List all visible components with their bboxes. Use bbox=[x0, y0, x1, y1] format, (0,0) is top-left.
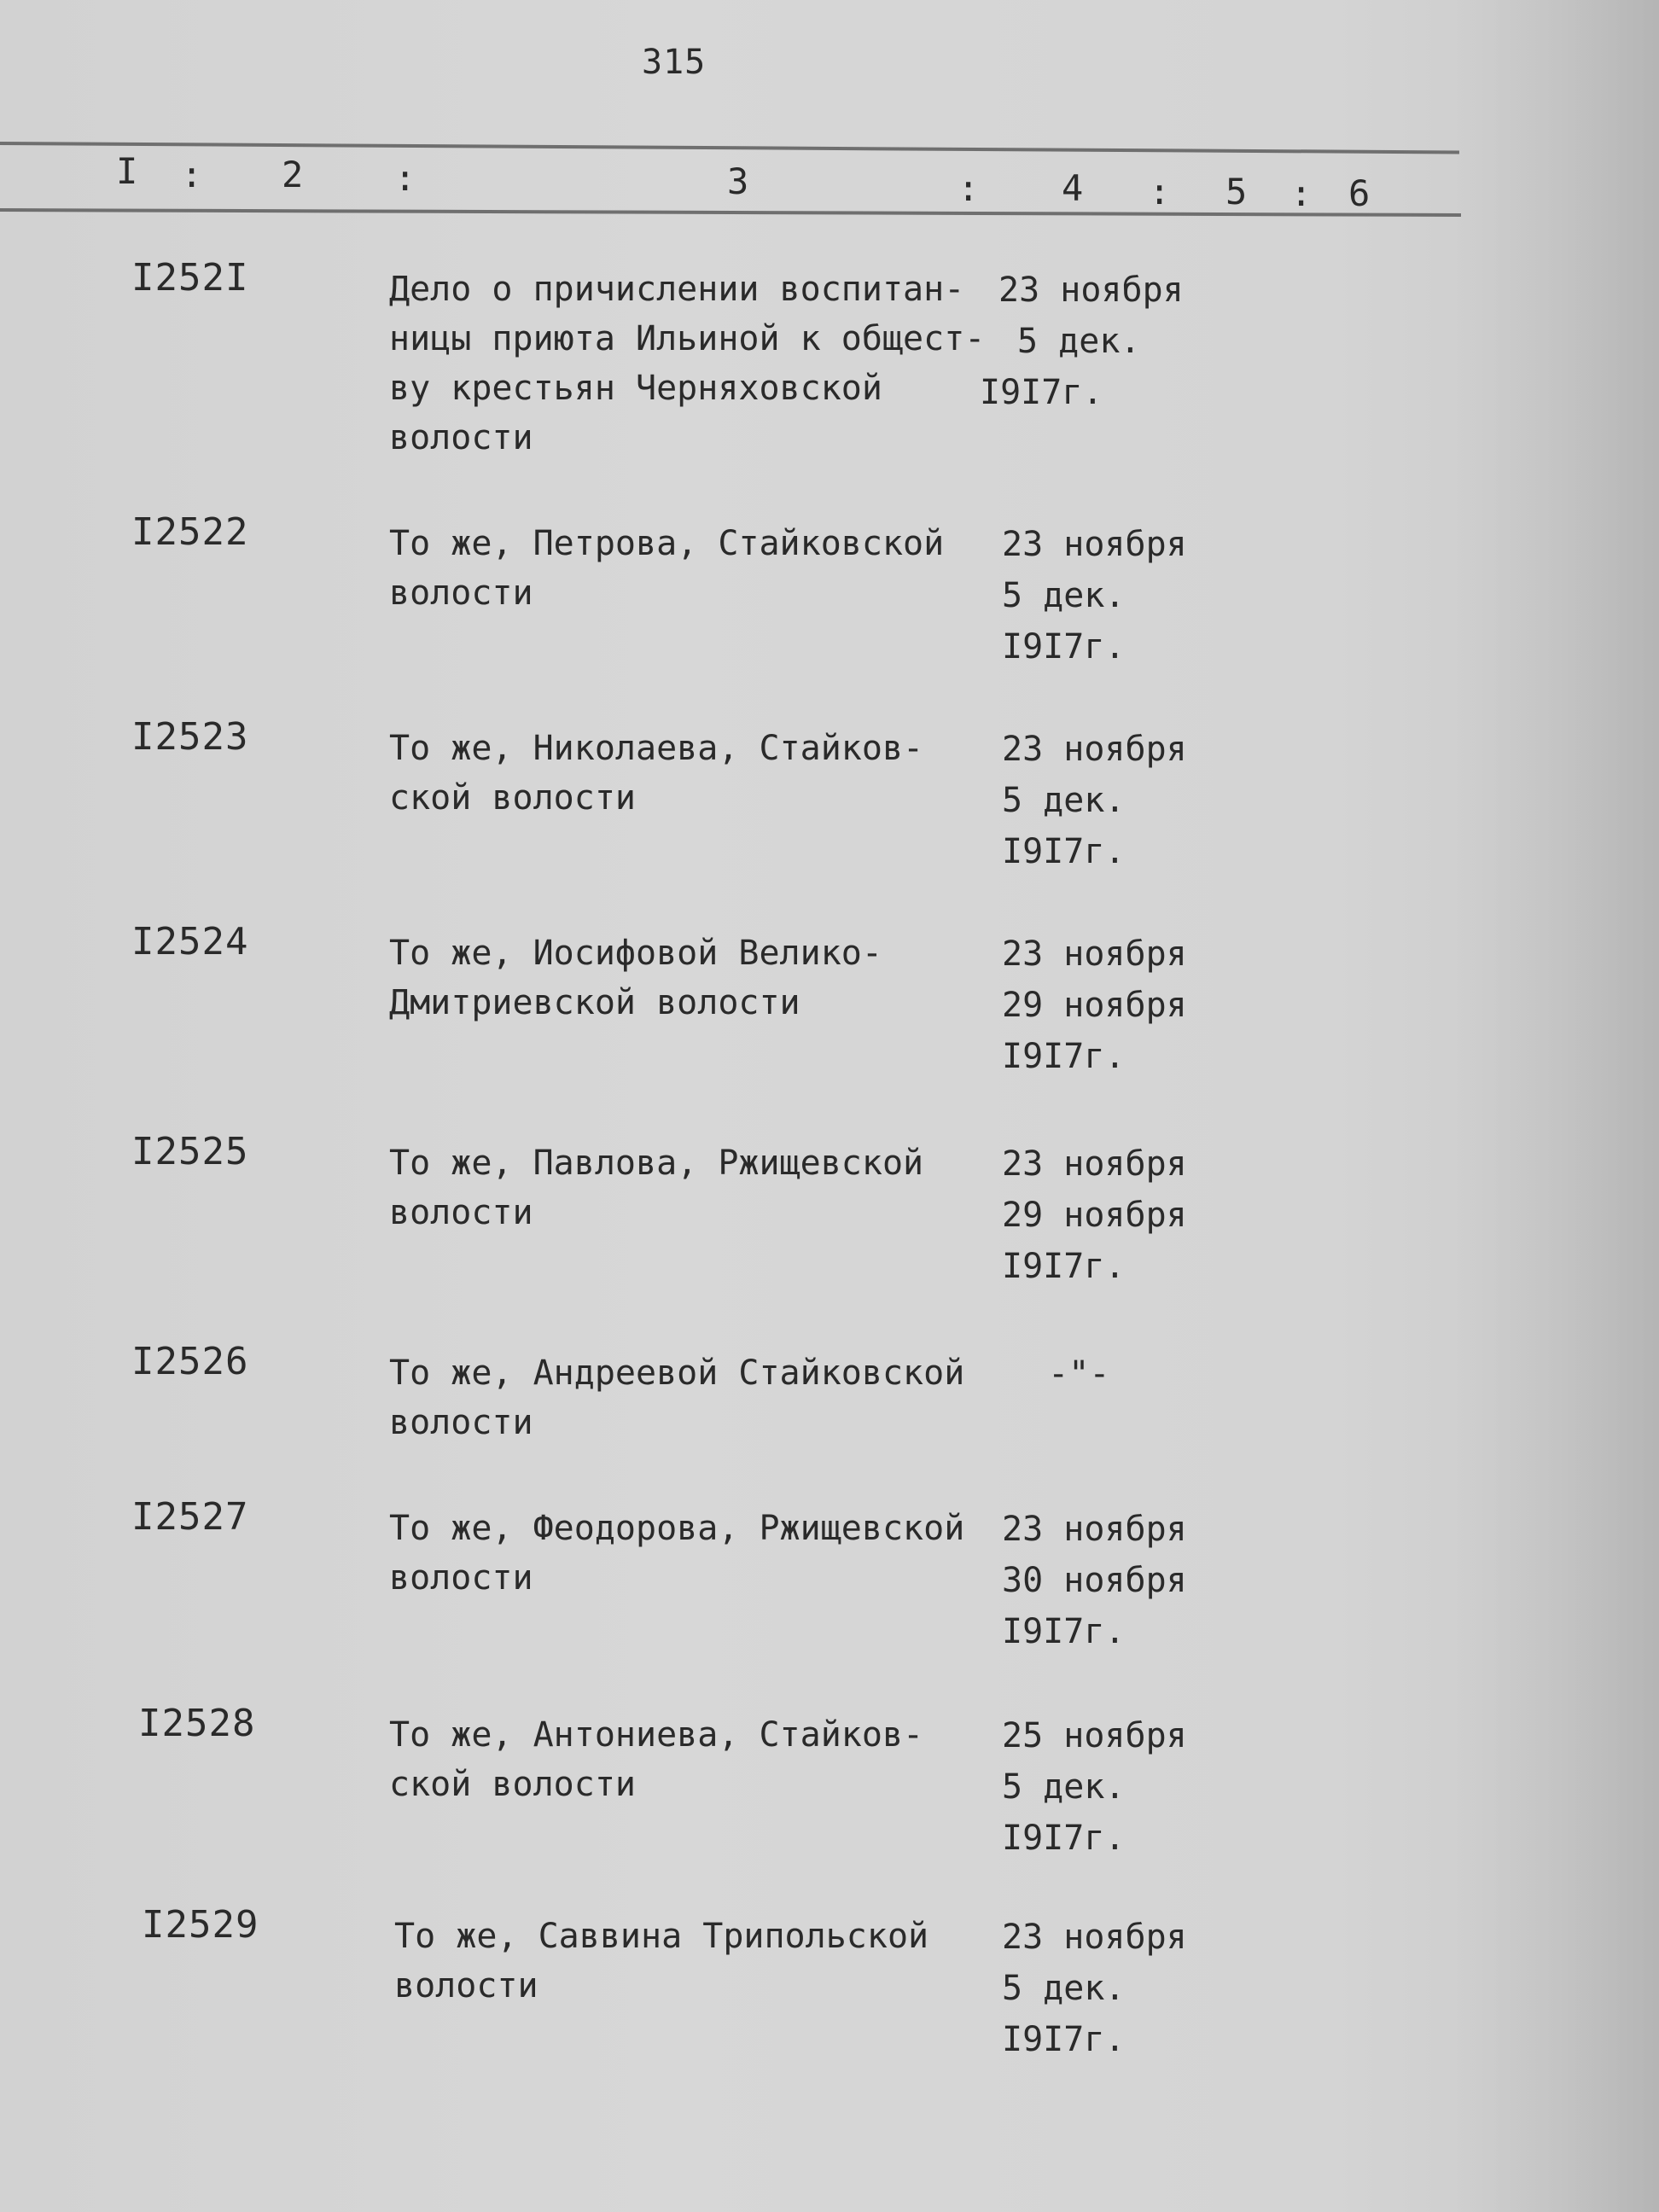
record-dates bbox=[1002, 1138, 1187, 1292]
column-header-2: 2 bbox=[282, 154, 304, 195]
record-description bbox=[389, 724, 1004, 823]
date-line: I9I7г. bbox=[1002, 1247, 1126, 1286]
description-line: волости bbox=[389, 418, 533, 457]
record-dates bbox=[1002, 1710, 1187, 1864]
column-separator: : bbox=[394, 157, 416, 199]
record-number: I2528 bbox=[138, 1702, 256, 1745]
record-number: I2522 bbox=[131, 510, 249, 554]
description-line: То же, Андреевой Стайковской bbox=[389, 1353, 965, 1393]
description-line: волости bbox=[389, 1558, 533, 1598]
description-line: ской волости bbox=[389, 1765, 636, 1804]
column-separator: : bbox=[1149, 171, 1171, 212]
description-line: Дмитриевской волости bbox=[389, 983, 800, 1022]
date-line: 29 ноября bbox=[1002, 1196, 1187, 1235]
record-number: I2527 bbox=[131, 1495, 249, 1539]
date-line: I9I7г. bbox=[1002, 1612, 1126, 1651]
description-line: ницы приюта Ильиной к общест- bbox=[389, 319, 986, 358]
column-header-3: 3 bbox=[727, 160, 749, 202]
date-line: 29 ноября bbox=[1002, 986, 1187, 1025]
date-line: 23 ноября bbox=[998, 271, 1184, 310]
description-line: То же, Иосифовой Велико- bbox=[389, 934, 882, 973]
column-header-4: 4 bbox=[1062, 167, 1084, 209]
header-rule-top bbox=[0, 142, 1459, 154]
record-number: I2523 bbox=[131, 715, 249, 759]
record-description bbox=[389, 519, 1004, 618]
date-line: -"- bbox=[1007, 1354, 1110, 1394]
description-line: волости bbox=[394, 1966, 538, 2005]
date-line: I9I7г. bbox=[1002, 1819, 1126, 1858]
record-number: I252I bbox=[131, 256, 249, 300]
record-dates bbox=[1002, 1912, 1187, 2065]
description-line: То же, Павлова, Ржищевской bbox=[389, 1144, 924, 1183]
date-line: I9I7г. bbox=[1002, 627, 1126, 667]
page-number: 315 bbox=[642, 43, 707, 82]
date-line: I9I7г. bbox=[1002, 1037, 1126, 1076]
date-line: 5 дек. bbox=[1017, 322, 1141, 361]
record-dates bbox=[1007, 1348, 1109, 1400]
record-number: I2529 bbox=[142, 1903, 259, 1947]
date-line: 23 ноября bbox=[1002, 730, 1187, 769]
date-line: 25 ноября bbox=[1002, 1716, 1187, 1755]
record-description bbox=[389, 265, 1004, 463]
date-line: 5 дек. bbox=[1002, 1969, 1126, 2008]
date-line: 23 ноября bbox=[1002, 525, 1187, 564]
description-line: То же, Петрова, Стайковской bbox=[389, 524, 945, 563]
column-separator: : bbox=[1290, 172, 1313, 214]
record-description bbox=[389, 1504, 1004, 1603]
date-line: 5 дек. bbox=[1002, 1767, 1126, 1807]
column-header-5: 5 bbox=[1225, 171, 1248, 212]
record-dates bbox=[1002, 724, 1187, 877]
date-line: 23 ноября bbox=[1002, 1144, 1187, 1184]
date-line: 30 ноября bbox=[1002, 1561, 1187, 1600]
record-description bbox=[389, 1348, 1004, 1447]
description-line: волости bbox=[389, 1193, 533, 1232]
description-line: То же, Саввина Трипольской bbox=[394, 1917, 929, 1956]
date-line: 23 ноября bbox=[1002, 1510, 1187, 1549]
record-number: I2524 bbox=[131, 920, 249, 963]
record-dates bbox=[980, 265, 1184, 418]
description-line: волости bbox=[389, 573, 533, 613]
date-line: 5 дек. bbox=[1002, 781, 1126, 820]
description-line: ской волости bbox=[389, 778, 636, 818]
description-line: То же, Феодорова, Ржищевской bbox=[389, 1509, 965, 1548]
column-header-1: I bbox=[116, 150, 138, 192]
page-edge-shadow bbox=[1451, 0, 1659, 2212]
column-separator: : bbox=[958, 167, 980, 209]
column-header-6: 6 bbox=[1348, 172, 1371, 214]
record-description bbox=[394, 1912, 1009, 2011]
description-line: То же, Антониева, Стайков- bbox=[389, 1715, 924, 1755]
record-description bbox=[389, 928, 1004, 1027]
record-description bbox=[389, 1710, 1004, 1809]
record-number: I2526 bbox=[131, 1340, 249, 1383]
date-line: 23 ноября bbox=[1002, 934, 1187, 974]
description-line: ву крестьян Черняховской bbox=[389, 369, 882, 408]
date-line: I9I7г. bbox=[980, 373, 1103, 412]
description-line: Дело о причислении воспитан- bbox=[389, 270, 965, 309]
record-number: I2525 bbox=[131, 1130, 249, 1173]
date-line: 5 дек. bbox=[1002, 576, 1126, 615]
column-separator: : bbox=[181, 154, 203, 195]
record-dates bbox=[1002, 1504, 1187, 1657]
date-line: I9I7г. bbox=[1002, 2020, 1126, 2059]
date-line: 23 ноября bbox=[1002, 1918, 1187, 1957]
record-description bbox=[389, 1138, 1004, 1237]
record-dates bbox=[1002, 519, 1187, 672]
description-line: волости bbox=[389, 1403, 533, 1442]
date-line: I9I7г. bbox=[1002, 832, 1126, 871]
description-line: То же, Николаева, Стайков- bbox=[389, 729, 924, 768]
record-dates bbox=[1002, 928, 1187, 1082]
